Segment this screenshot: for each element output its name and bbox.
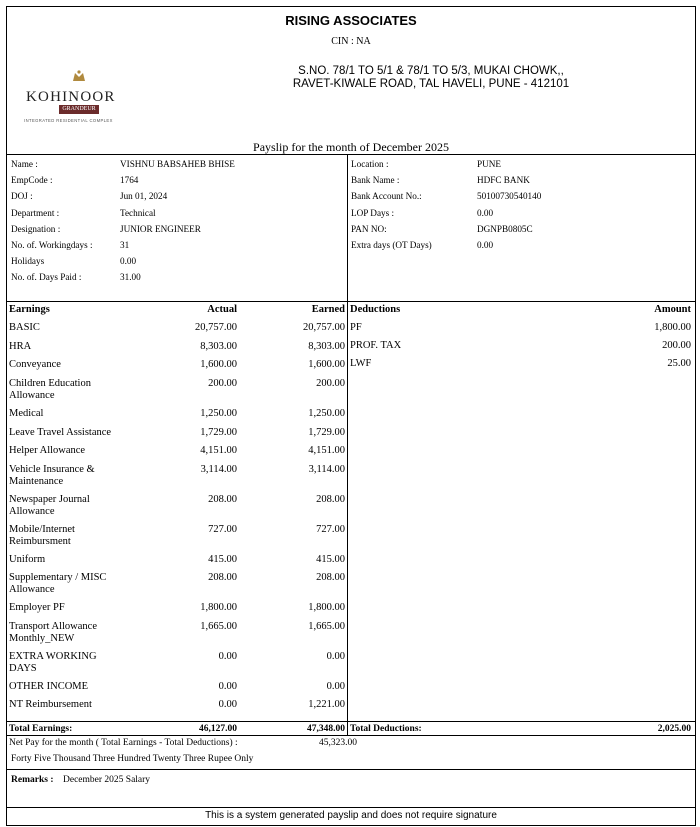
logo-tagline: INTEGRATED RESIDENTIAL COMPLEX	[24, 118, 113, 123]
info-value: 1764	[120, 175, 139, 185]
info-label: PAN NO:	[351, 224, 387, 234]
info-label: Location :	[351, 159, 389, 169]
earning-name: HRA	[9, 341, 32, 352]
earning-earned: 727.00	[316, 524, 345, 535]
earning-actual: 1,800.00	[200, 602, 237, 613]
earning-earned: 1,665.00	[308, 621, 345, 632]
earning-actual: 200.00	[208, 378, 237, 389]
total-earnings-label: Total Earnings:	[9, 724, 73, 734]
net-pay-section	[6, 735, 696, 770]
info-value: VISHNU BABSAHEB BHISE	[120, 159, 235, 169]
info-value: PUNE	[477, 159, 501, 169]
info-value: Jun 01, 2024	[120, 191, 168, 201]
earning-name: OTHER INCOME	[9, 681, 89, 692]
payslip-title: Payslip for the month of December 2025	[253, 140, 449, 154]
earning-earned: 200.00	[316, 378, 345, 389]
earning-actual: 4,151.00	[200, 445, 237, 456]
earning-name: NT Reimbursement	[9, 699, 92, 710]
info-label: EmpCode :	[11, 175, 53, 185]
info-label: Designation :	[11, 224, 61, 234]
earning-actual: 1,600.00	[200, 359, 237, 370]
earning-name: Vehicle Insurance & Maintenance	[9, 464, 95, 487]
kohinoor-logo	[21, 65, 131, 127]
earning-earned: 1,600.00	[308, 359, 345, 370]
earning-name: Children Education Allowance	[9, 378, 91, 401]
deduction-name: LWF	[350, 358, 372, 369]
deduction-amount: 1,800.00	[654, 322, 691, 333]
earning-name: Employer PF	[9, 602, 65, 613]
payslip-page	[6, 6, 696, 825]
earning-actual: 415.00	[208, 554, 237, 565]
remarks-label: Remarks :	[11, 775, 54, 785]
info-label: Holidays	[11, 256, 45, 266]
earning-name: Conveyance	[9, 359, 61, 370]
net-pay-words: Forty Five Thousand Three Hundred Twenty Three Rupee Only	[11, 754, 254, 764]
address-line-1: S.NO. 78/1 TO 5/1 & 78/1 TO 5/3, MUKAI CHOWK,,	[298, 65, 564, 77]
info-label: No. of. Workingdays :	[11, 240, 93, 250]
earning-actual: 8,303.00	[200, 341, 237, 352]
earning-earned: 1,729.00	[308, 427, 345, 438]
deduction-name: PF	[350, 322, 362, 333]
payslip-header	[6, 6, 696, 155]
remarks-value: December 2025 Salary	[63, 775, 151, 785]
deduction-amount: 25.00	[667, 358, 691, 369]
earning-earned: 208.00	[316, 494, 345, 505]
logo-ribbon: GRANDEUR	[59, 105, 99, 114]
info-value: 31.00	[120, 272, 141, 282]
info-value: 0.00	[477, 240, 494, 250]
amount-header: Amount	[654, 304, 691, 315]
earning-earned: 1,221.00	[308, 699, 345, 710]
info-label: Bank Name :	[351, 175, 400, 185]
info-label: Name :	[11, 159, 38, 169]
info-label: DOJ :	[11, 191, 33, 201]
earning-actual: 3,114.00	[200, 464, 237, 475]
info-value: 0.00	[477, 208, 494, 218]
net-pay-value: 45,323.00	[319, 738, 357, 748]
earning-name: Helper Allowance	[9, 445, 86, 456]
earning-name: Medical	[9, 408, 44, 419]
info-label: Department :	[11, 208, 60, 218]
total-earned: 47,348.00	[307, 724, 345, 734]
earning-actual: 1,665.00	[200, 621, 237, 632]
company-name: RISING ASSOCIATES	[285, 13, 417, 28]
total-actual: 46,127.00	[199, 724, 237, 734]
net-pay-label: Net Pay for the month ( Total Earnings - Total Deductions) :	[9, 738, 238, 748]
earning-actual: 1,729.00	[200, 427, 237, 438]
earning-name: Transport Allowance Monthly_NEW	[9, 621, 97, 644]
earning-earned: 1,800.00	[308, 602, 345, 613]
earning-earned: 415.00	[316, 554, 345, 565]
info-value: 31	[120, 240, 130, 250]
info-label: Extra days (OT Days)	[351, 240, 432, 250]
earning-actual: 208.00	[208, 494, 237, 505]
earning-name: Supplementary / MISC Allowance	[9, 572, 107, 595]
earning-actual: 20,757.00	[195, 322, 237, 333]
info-value: Technical	[120, 208, 156, 218]
earning-name: EXTRA WORKING DAYS	[9, 651, 97, 674]
info-value: 50100730540140	[477, 191, 542, 201]
remarks-section	[6, 769, 696, 808]
deductions-header: Deductions	[350, 304, 401, 315]
address-line-2: RAVET-KIWALE ROAD, TAL HAVELI, PUNE - 412101	[292, 78, 570, 90]
info-value: JUNIOR ENGINEER	[120, 224, 201, 234]
earning-earned: 0.00	[326, 681, 345, 692]
company-cin: CIN : NA	[331, 36, 371, 47]
earning-actual: 0.00	[218, 699, 237, 710]
earning-actual: 0.00	[218, 681, 237, 692]
earning-name: Uniform	[9, 554, 46, 565]
info-value: DGNPB0805C	[477, 224, 533, 234]
earning-actual: 0.00	[218, 651, 237, 662]
info-label: LOP Days :	[351, 208, 395, 218]
earning-name: Mobile/Internet Reimbursment	[9, 524, 75, 547]
earning-actual: 208.00	[208, 572, 237, 583]
earning-earned: 3,114.00	[308, 464, 345, 475]
earning-name: Newspaper Journal Allowance	[9, 494, 90, 517]
info-value: HDFC BANK	[477, 175, 530, 185]
total-deductions: 2,025.00	[657, 724, 691, 734]
crest-icon	[71, 69, 87, 85]
info-value: 0.00	[120, 256, 137, 266]
info-divider	[347, 155, 348, 301]
earned-header: Earned	[311, 304, 345, 315]
earning-name: BASIC	[9, 322, 40, 333]
earning-actual: 727.00	[208, 524, 237, 535]
earning-earned: 8,303.00	[308, 341, 345, 352]
info-label: Bank Account No.:	[351, 191, 422, 201]
earning-earned: 208.00	[316, 572, 345, 583]
totals-divider	[7, 721, 695, 722]
earning-actual: 1,250.00	[200, 408, 237, 419]
footer-note: This is a system generated payslip and does not require signature	[6, 807, 696, 826]
info-label: No. of. Days Paid :	[11, 272, 82, 282]
deduction-name: PROF. TAX	[350, 340, 402, 351]
earning-earned: 4,151.00	[308, 445, 345, 456]
earnings-deductions-table	[6, 301, 696, 736]
earning-earned: 20,757.00	[303, 322, 345, 333]
employee-info	[6, 154, 696, 302]
earning-earned: 0.00	[326, 651, 345, 662]
earnings-header: Earnings	[9, 304, 50, 315]
earning-name: Leave Travel Assistance	[9, 427, 112, 438]
table-divider	[347, 301, 348, 735]
actual-header: Actual	[207, 304, 237, 315]
earning-earned: 1,250.00	[308, 408, 345, 419]
company-address	[167, 65, 695, 91]
logo-brand: KOHINOOR	[26, 89, 116, 105]
total-deductions-label: Total Deductions:	[350, 724, 422, 734]
deduction-amount: 200.00	[662, 340, 691, 351]
